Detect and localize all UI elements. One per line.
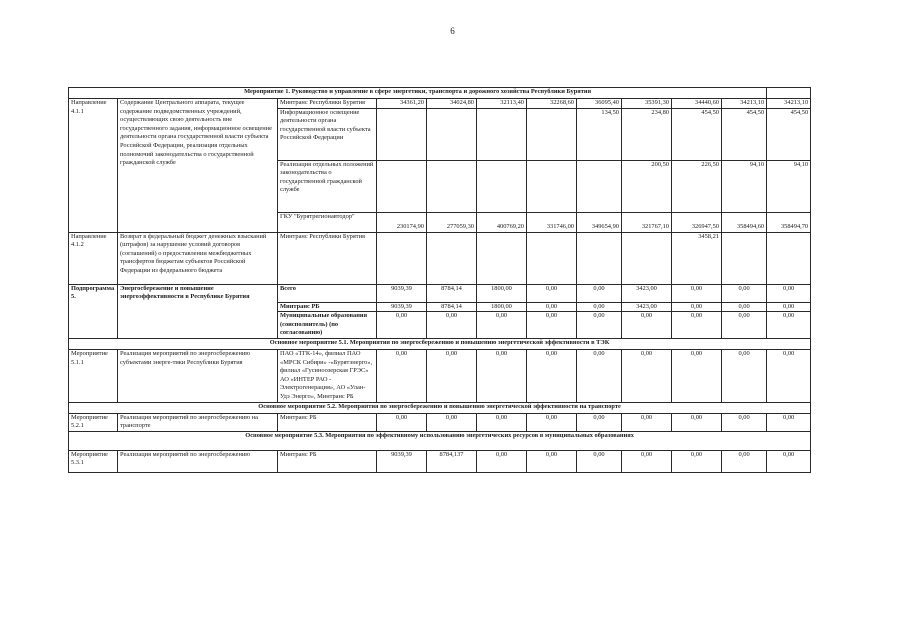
value-cell: 3458,21 — [672, 232, 722, 284]
value-cell — [527, 160, 577, 212]
value-cell — [427, 160, 477, 212]
value-cell: 0,00 — [672, 302, 722, 312]
direction-label: Направление 4.1.1 — [69, 99, 118, 233]
value-cell: 0,00 — [722, 349, 767, 402]
value-cell: 1800,00 — [477, 302, 527, 312]
value-cell: 8784,137 — [427, 450, 477, 472]
value-cell: 9039,39 — [377, 450, 427, 472]
value-cell: 0,00 — [767, 284, 811, 302]
value-cell: 32113,40 — [477, 99, 527, 109]
value-cell: 0,00 — [577, 450, 622, 472]
value-cell: 0,00 — [672, 312, 722, 339]
executor-cell: Реализация отдельных положений законодательства о государственной гражданской службе — [278, 160, 377, 212]
direction-description: Содержание Центрального аппарата, текущее содержание подведомственных учреждений, осуществляющих свою деятельность вне государственного задания, информационное освещение деятельности органа государственной власти субъекта Российской Федерации, реализация отдельных полномочий законодательства о государственной гражданской службе — [118, 99, 278, 233]
executor-cell: Муниципальные образования (соисполнитель) (по согласованию) — [278, 312, 377, 339]
value-cell: 358494,70 — [767, 212, 811, 232]
executor-cell: Всего — [278, 284, 377, 302]
value-cell: 0,00 — [427, 413, 477, 431]
value-cell: 0,00 — [767, 413, 811, 431]
value-cell: 321767,10 — [622, 212, 672, 232]
value-cell: 8784,14 — [427, 284, 477, 302]
value-cell: 277059,30 — [427, 212, 477, 232]
value-cell: 234,80 — [622, 108, 672, 160]
direction-label: Направление 4.1.2 — [69, 232, 118, 284]
value-cell: 3423,00 — [622, 284, 672, 302]
value-cell — [377, 108, 427, 160]
value-cell: 454,50 — [767, 108, 811, 160]
executor-cell: Информационное освещение деятельности органа государственной власти субъекта Российской Федерации — [278, 108, 377, 160]
value-cell: 34440,60 — [672, 99, 722, 109]
executor-cell: Минтранс РБ — [278, 302, 377, 312]
section-row-52 — [69, 402, 811, 413]
value-cell — [527, 232, 577, 284]
table-row — [69, 349, 811, 402]
value-cell — [377, 232, 427, 284]
value-cell — [767, 232, 811, 284]
value-cell: 34024,80 — [427, 99, 477, 109]
value-cell: 0,00 — [577, 302, 622, 312]
value-cell: 0,00 — [722, 413, 767, 431]
empty-cell — [767, 88, 811, 99]
value-cell: 0,00 — [427, 312, 477, 339]
value-cell: 8784,14 — [427, 302, 477, 312]
value-cell: 32268,60 — [527, 99, 577, 109]
section-row-51 — [69, 338, 811, 349]
value-cell: 326947,50 — [672, 212, 722, 232]
value-cell — [722, 232, 767, 284]
section-row-1 — [69, 88, 811, 99]
activity-description: Реализация мероприятий по энергосбережению на транспорте — [118, 413, 278, 431]
value-cell: 0,00 — [577, 284, 622, 302]
value-cell: 94,10 — [767, 160, 811, 212]
value-cell: 0,00 — [577, 413, 622, 431]
value-cell: 0,00 — [672, 450, 722, 472]
value-cell: 0,00 — [622, 349, 672, 402]
value-cell: 0,00 — [577, 312, 622, 339]
value-cell: 0,00 — [427, 349, 477, 402]
value-cell: 9039,39 — [377, 284, 427, 302]
executor-cell: ПАО «ТГК-14», филиал ПАО «МРСК Сибири» -«Бурятэнерго», филиал «Гусиноозерская ГРЭС» АО «ИНТЕР РАО - Электрогенерация», АО «Улан-Удэ Энерго», Минтранс РБ — [278, 349, 377, 402]
activity-label: Мероприятие 5.2.1 — [69, 413, 118, 431]
value-cell — [477, 232, 527, 284]
value-cell: 34213,10 — [722, 99, 767, 109]
table-row — [69, 413, 811, 431]
value-cell: 0,00 — [477, 413, 527, 431]
section-row-53 — [69, 431, 811, 450]
table-row — [69, 284, 811, 302]
value-cell: 9039,39 — [377, 302, 427, 312]
value-cell: 0,00 — [722, 302, 767, 312]
table-row — [69, 99, 811, 109]
executor-cell: ГКУ "Бурятрегионавтодор" — [278, 212, 377, 232]
value-cell: 0,00 — [767, 450, 811, 472]
value-cell: 0,00 — [377, 312, 427, 339]
value-cell: 0,00 — [767, 302, 811, 312]
executor-cell: Минтранс РБ — [278, 413, 377, 431]
section-title-53: Основное мероприятие 5.3. Мероприятия по эффективному использованию энергетических ресурсов в муниципальных образованиях — [69, 431, 811, 450]
value-cell: 400769,20 — [477, 212, 527, 232]
value-cell — [427, 108, 477, 160]
section-title-51: Основное мероприятие 5.1. Мероприятия по энергосбережению и повышению энергетической эффективности в ТЭК — [69, 338, 811, 349]
value-cell: 454,50 — [722, 108, 767, 160]
value-cell: 0,00 — [722, 450, 767, 472]
value-cell: 0,00 — [722, 284, 767, 302]
value-cell — [527, 108, 577, 160]
value-cell — [577, 160, 622, 212]
section-title-1: Мероприятие 1. Руководство и управление в сфере энергетики, транспорта и дорожного хозяйства Республики Бурятия — [69, 88, 767, 99]
subprogram-description: Энергосбережение и повышение энергоэффективности в Республике Бурятия — [118, 284, 278, 338]
value-cell: 0,00 — [527, 302, 577, 312]
value-cell: 0,00 — [577, 349, 622, 402]
value-cell: 0,00 — [767, 349, 811, 402]
value-cell: 454,50 — [672, 108, 722, 160]
value-cell: 36095,40 — [577, 99, 622, 109]
value-cell: 0,00 — [377, 349, 427, 402]
value-cell: 0,00 — [672, 349, 722, 402]
value-cell: 0,00 — [527, 312, 577, 339]
value-cell: 0,00 — [622, 413, 672, 431]
value-cell: 0,00 — [622, 312, 672, 339]
value-cell: 0,00 — [672, 284, 722, 302]
executor-cell: Минтранс РБ — [278, 450, 377, 472]
activity-description: Реализация мероприятий по энергосбережению — [118, 450, 278, 472]
value-cell: 34361,20 — [377, 99, 427, 109]
value-cell: 0,00 — [527, 349, 577, 402]
value-cell: 349654,90 — [577, 212, 622, 232]
executor-cell: Минтранс Республики Бурятия — [278, 232, 377, 284]
value-cell — [477, 160, 527, 212]
value-cell: 0,00 — [477, 349, 527, 402]
value-cell: 331746,00 — [527, 212, 577, 232]
value-cell — [622, 232, 672, 284]
value-cell: 3423,00 — [622, 302, 672, 312]
activity-description: Реализация мероприятий по энергосбережению субъектами энерге-тики Республики Бурятия — [118, 349, 278, 402]
value-cell: 0,00 — [527, 450, 577, 472]
executor-cell: Минтранс Республики Бурятия — [278, 99, 377, 109]
value-cell: 134,50 — [577, 108, 622, 160]
value-cell: 0,00 — [622, 450, 672, 472]
value-cell: 0,00 — [527, 284, 577, 302]
value-cell: 0,00 — [672, 413, 722, 431]
table-row — [69, 232, 811, 284]
value-cell: 230174,90 — [377, 212, 427, 232]
budget-table — [68, 87, 811, 473]
value-cell: 0,00 — [377, 413, 427, 431]
value-cell: 226,50 — [672, 160, 722, 212]
direction-description: Возврат в федеральный бюджет денежных взысканий (штрафов) за нарушение условий договоров (соглашений) о предоставлении межбюджетных трансфертов бюджетам субъектов Российской Федерации из федерального бюджета — [118, 232, 278, 284]
activity-label: Мероприятие 5.1.1 — [69, 349, 118, 402]
value-cell — [477, 108, 527, 160]
value-cell: 1800,00 — [477, 284, 527, 302]
page-number: 6 — [450, 26, 455, 36]
value-cell: 200,50 — [622, 160, 672, 212]
value-cell — [377, 160, 427, 212]
value-cell: 0,00 — [722, 312, 767, 339]
value-cell: 0,00 — [477, 312, 527, 339]
value-cell: 0,00 — [767, 312, 811, 339]
table-row — [69, 450, 811, 472]
value-cell: 0,00 — [527, 413, 577, 431]
value-cell: 358494,60 — [722, 212, 767, 232]
section-title-52: Основное мероприятие 5.2. Мероприятия по энергосбережению и повышению энергетической эффективности на транспорте — [69, 402, 811, 413]
subprogram-label: Подпрограмма 5. — [69, 284, 118, 338]
value-cell — [577, 232, 622, 284]
value-cell: 94,10 — [722, 160, 767, 212]
activity-label: Мероприятие 5.3.1 — [69, 450, 118, 472]
value-cell: 34213,10 — [767, 99, 811, 109]
value-cell: 0,00 — [477, 450, 527, 472]
value-cell: 35391,30 — [622, 99, 672, 109]
value-cell — [427, 232, 477, 284]
